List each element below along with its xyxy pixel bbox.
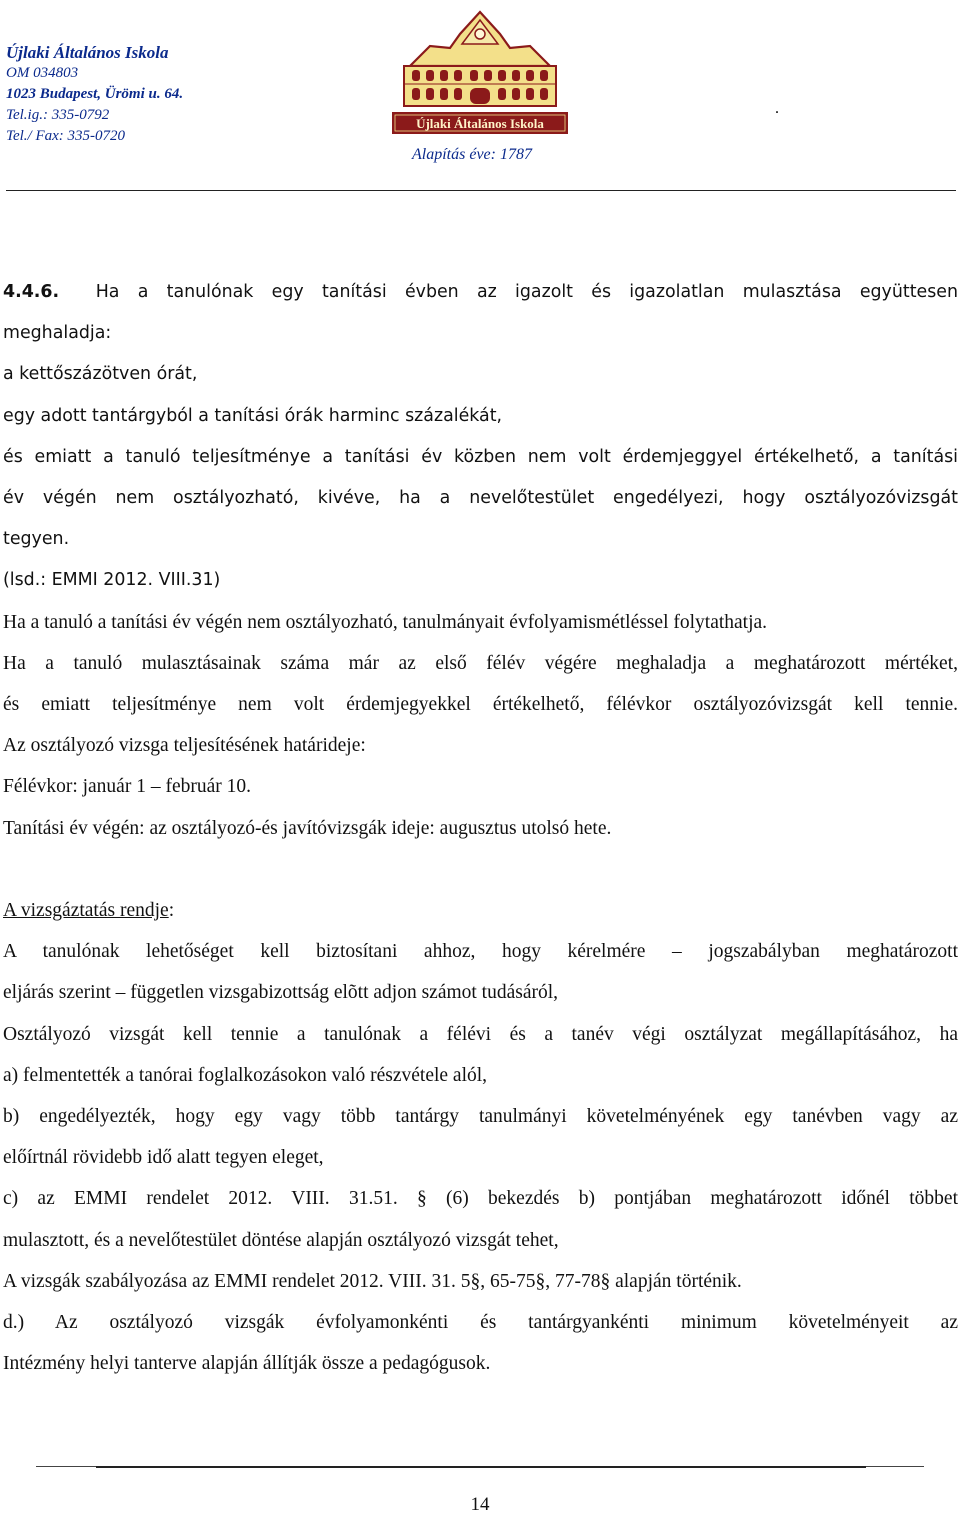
list-item-d-line1: d.) Az osztályozó vizsgák évfolyamonkénti és tantárgyankénti minimum követelményeit az	[3, 1312, 958, 1334]
footer-divider-thick	[96, 1466, 866, 1468]
om-number: OM 034803	[6, 65, 79, 81]
section-number: 4.4.6.	[3, 282, 60, 302]
condition-hours: a kettőszázötven órát,	[3, 364, 198, 385]
logo-banner-text: Újlaki Általános Iskola	[416, 116, 544, 131]
list-item-a: a) felmentették a tanórai foglalkozásokon való részvétele alól,	[3, 1064, 488, 1086]
paragraph-intro-cont: meghaladja:	[3, 323, 112, 344]
school-address: 1023 Budapest, Ürömi u. 64.	[6, 86, 184, 102]
page-number: 14	[470, 1494, 490, 1515]
regulation-paragraph: A vizsgák szabályozása az EMMI rendelet 2012. VIII. 31. 5§, 65-75§, 77-78§ alapján történik.	[3, 1270, 742, 1292]
legal-reference: (lsd.: EMMI 2012. VIII.31)	[3, 570, 221, 591]
deadline-title: Az osztályozó vizsga teljesítésének határideje:	[3, 735, 366, 757]
list-item-d-line2: Intézmény helyi tanterve alapján állítják össze a pedagógusok.	[3, 1353, 491, 1375]
condition-percent: egy adott tantárgyból a tanítási órák harminc százalékát,	[3, 405, 503, 426]
exam-paragraph1-line2: eljárás szerint – független vizsgabizottság elõtt adjon számot tudásáról,	[3, 982, 559, 1004]
condition-grades-line3: tegyen.	[3, 529, 70, 550]
phone-number: Tel.ig.: 335-0792	[6, 107, 110, 123]
document-body	[3, 272, 958, 1384]
header-dot: .	[775, 100, 779, 117]
letterhead	[0, 0, 960, 192]
list-item-b-line2: előírtnál rövidebb idő alatt tegyen eleget,	[3, 1147, 324, 1169]
paragraph-semester-line1: Ha a tanuló mulasztásainak száma már az első félév végére meghaladja a meghatározott mértéket,	[3, 652, 958, 674]
deadline-semester: Félévkor: január 1 – február 10.	[3, 776, 251, 798]
school-logo	[390, 4, 570, 140]
list-item-c-line2: mulasztott, és a nevelőtestület döntése alapján osztályozó vizsgát tehet,	[3, 1229, 559, 1251]
paragraph-intro: 4.4.6. Ha a tanulónak egy tanítási évben az igazolt és igazolatlan mulasztása együttesen	[3, 282, 958, 302]
paragraph-semester-line2: és emiatt teljesítménye nem volt érdemjegyekkel értékelhető, félévkor osztályozóvizsgát kell tennie.	[3, 694, 958, 716]
condition-grades-line2: év végén nem osztályozható, kivéve, ha a nevelőtestület engedélyezi, hogy osztályozóvizsgát	[3, 488, 958, 509]
founding-year: Alapítás éve: 1787	[412, 146, 532, 163]
exam-rules-heading: A vizsgáztatás rendje:	[3, 900, 175, 922]
school-contact-block	[6, 42, 246, 147]
paragraph-repeat-year: Ha a tanuló a tanítási év végén nem osztályozható, tanulmányait évfolyamismétléssel folytathatja.	[3, 611, 768, 633]
condition-grades-line1: és emiatt a tanuló teljesítménye a tanítási év közben nem volt érdemjeggyel értékelhető, a tanítási	[3, 446, 958, 467]
exam-paragraph2: Osztályozó vizsgát kell tennie a tanulónak a félévi és a tanév végi osztályzat megállapításához, ha	[3, 1023, 958, 1045]
list-item-b-line1: b) engedélyezték, hogy egy vagy több tantárgy tanulmányi követelményének egy tanévben vagy az	[3, 1106, 958, 1128]
list-item-c-line1: c) az EMMI rendelet 2012. VIII. 31.51. § (6) bekezdés b) pontjában meghatározott időnél többet	[3, 1188, 958, 1210]
header-divider	[6, 190, 956, 191]
deadline-year-end: Tanítási év végén: az osztályozó-és javítóvizsgák ideje: augusztus utolsó hete.	[3, 817, 612, 839]
fax-number: Tel./ Fax: 335-0720	[6, 128, 126, 144]
school-name: Újlaki Általános Iskola	[6, 43, 169, 62]
spacer	[3, 849, 958, 890]
exam-paragraph1-line1: A tanulónak lehetőséget kell biztosítani ahhoz, hogy kérelmére – jogszabályban meghatározott	[3, 941, 958, 963]
